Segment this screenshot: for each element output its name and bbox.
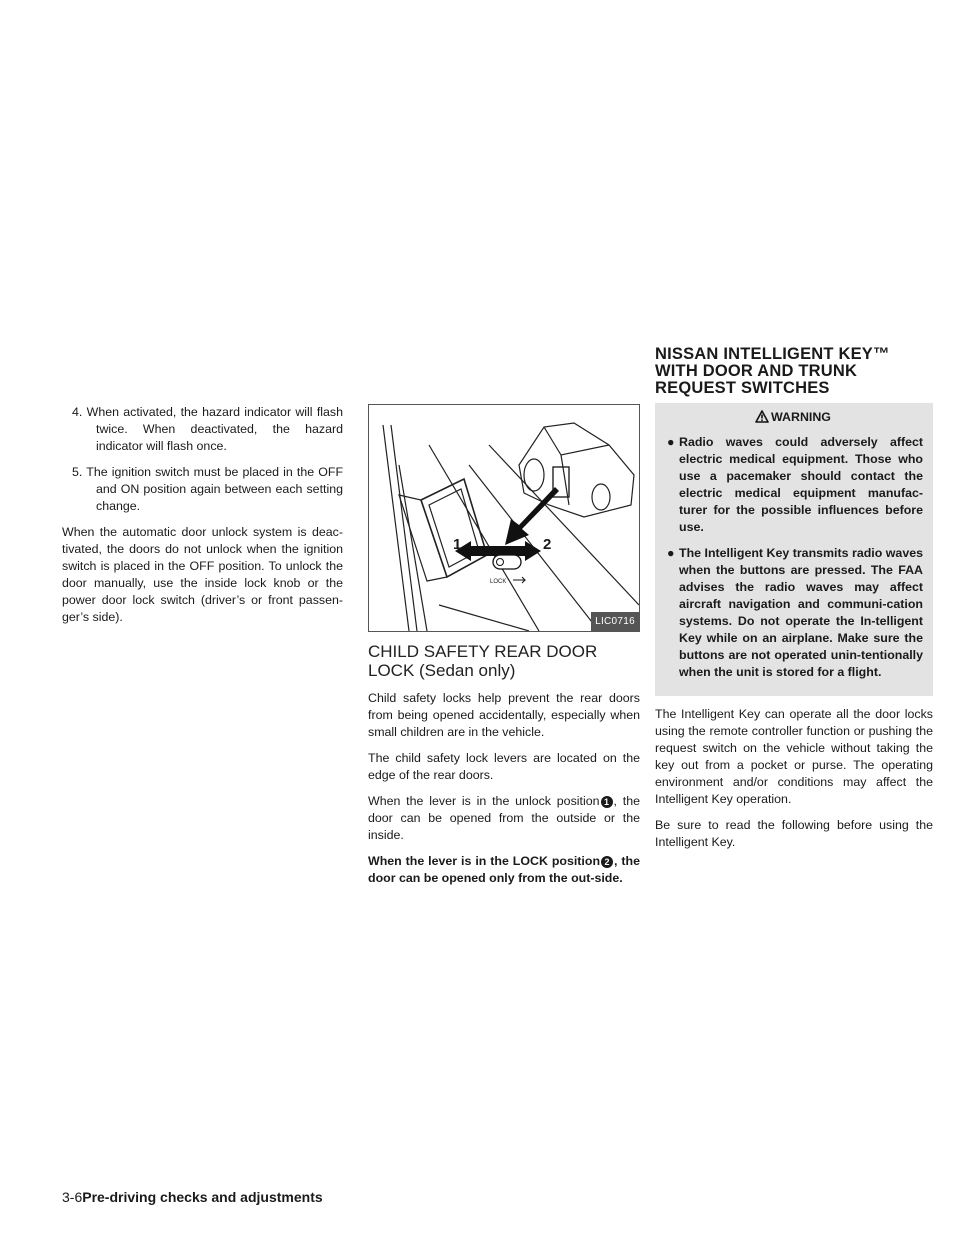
child-lock-paragraph-2: The child safety lock levers are located on the edge of the rear doors. bbox=[368, 751, 640, 782]
item-number: 4. bbox=[72, 405, 83, 419]
warning-header bbox=[663, 409, 923, 426]
left-column bbox=[62, 404, 343, 635]
child-lock-paragraph-4: When the lever is in the LOCK position 2 , the door can be opened only from the out-side. bbox=[368, 854, 640, 885]
right-column bbox=[655, 346, 933, 860]
list-item-4 bbox=[62, 404, 343, 455]
page-number: 3-6 bbox=[62, 1189, 83, 1205]
circled-number-icon: 1 bbox=[601, 796, 613, 808]
intelligent-key-paragraph-2: Be sure to read the following before using the Intelligent Key. bbox=[655, 818, 933, 849]
lock-label: LOCK bbox=[490, 579, 507, 585]
middle-column bbox=[368, 404, 640, 896]
door-edge-drawing bbox=[369, 405, 639, 631]
warning-bullet-1: ● Radio waves could adversely affect electric medical equipment. Those who use a pacemaker should contact the electric medical equipment manufac-turer for the possible influences before use. bbox=[667, 435, 923, 534]
position-1-label: 1 bbox=[453, 536, 462, 553]
item-number: 5. bbox=[72, 465, 83, 479]
section-heading-intelligent-key: NISSAN INTELLIGENT KEY™ WITH DOOR AND TRUNK REQUEST SWITCHES bbox=[655, 345, 890, 397]
figure-code: LIC0716 bbox=[591, 612, 639, 631]
item-text: The ignition switch must be placed in the OFF and ON position again between each setting change. bbox=[86, 465, 344, 513]
intelligent-key-paragraph-1: The Intelligent Key can operate all the door locks using the remote controller function or pushing the request switch on the vehicle without taking the key out from a pocket or purse. The operating environment and/or conditions may affect the Intelligent Key operation. bbox=[655, 707, 933, 806]
warning-triangle-icon bbox=[755, 410, 769, 423]
bullet-icon: ● bbox=[667, 546, 675, 560]
footer-section-title: Pre-driving checks and adjustments bbox=[82, 1189, 323, 1205]
warning-bullet-2: ● The Intelligent Key transmits radio waves when the buttons are pressed. The FAA advises the radio waves may affect aircraft navigation and communi-cation systems. Do not operate the In-telligent Key while on an airplane. Make sure the buttons are not operated unin-tentionally when the unit is stored for a flight. bbox=[667, 546, 923, 679]
warning-box bbox=[655, 403, 933, 696]
child-lock-paragraph-1: Child safety locks help prevent the rear doors from being opened accidentally, especially when small children are in the vehicle. bbox=[368, 691, 640, 739]
child-lock-paragraph-3: When the lever is in the unlock position 1 , the door can be opened from the outside or the inside. bbox=[368, 794, 640, 842]
circled-number-icon: 2 bbox=[601, 856, 613, 868]
page-footer bbox=[62, 1189, 323, 1205]
auto-unlock-paragraph: When the automatic door unlock system is deac-tivated, the doors do not unlock when the ignition switch is placed in the OFF position. To unlock the door manually, use the inside lock knob or the power door lock switch (driver’s or front passen-ger’s side). bbox=[62, 525, 343, 624]
section-heading-child-lock: CHILD SAFETY REAR DOOR LOCK (Sedan only) bbox=[368, 642, 598, 680]
position-2-label: 2 bbox=[543, 536, 552, 553]
item-text: When activated, the hazard indicator will flash twice. When deactivated, the hazard indicator will flash once. bbox=[86, 405, 343, 453]
child-lock-illustration bbox=[368, 404, 640, 632]
bullet-icon: ● bbox=[667, 435, 675, 449]
list-item-5 bbox=[62, 464, 343, 515]
warning-title: WARNING bbox=[771, 410, 831, 424]
